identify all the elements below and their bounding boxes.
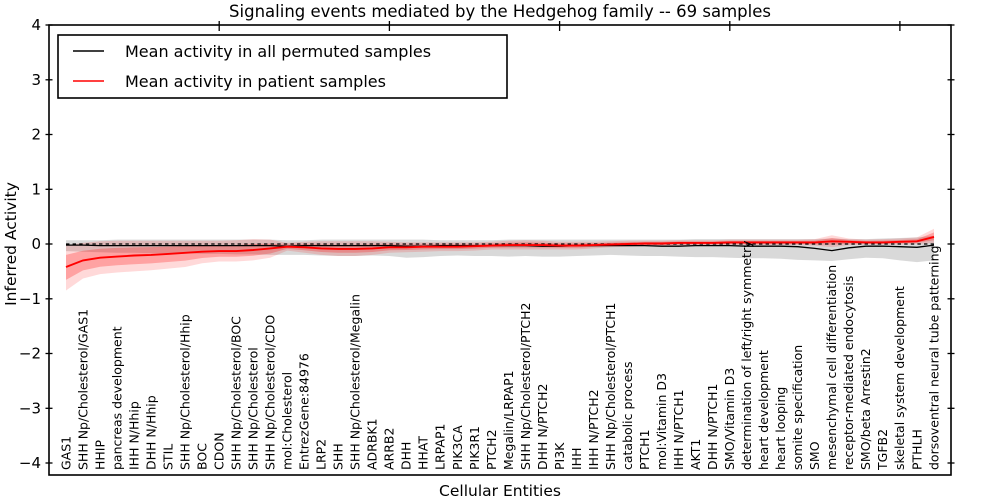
x-category-label: SHH Np/Cholesterol/GAS1	[75, 308, 91, 470]
x-category-label: IHH N/PTCH2	[585, 389, 601, 470]
x-category-label: determination of left/right symmetry	[739, 240, 755, 470]
y-tick-label: 2	[31, 125, 41, 144]
x-category-label: LRPAP1	[432, 423, 448, 470]
x-category-label: DHH N/PTCH2	[534, 383, 550, 470]
y-tick-label: 1	[31, 180, 41, 199]
x-category-label: SHH Np/Cholesterol/BOC	[228, 316, 244, 470]
y-tick-label: −2	[18, 344, 41, 363]
x-category-label: DHH N/PTCH1	[705, 383, 720, 470]
x-category-label: PTCH1	[637, 429, 652, 470]
x-category-label: ADRBK1	[364, 418, 380, 470]
x-category-label: receptor-mediated endocytosis	[841, 275, 857, 470]
x-category-label: SHH Np/Cholesterol/CDO	[262, 314, 278, 470]
x-category-label: PTCH2	[483, 429, 499, 470]
x-category-label: mol:Cholesterol	[279, 371, 295, 470]
x-category-label: Megalin/LRPAP1	[500, 370, 516, 470]
x-category-label: EntrezGene:84976	[296, 353, 312, 470]
x-category-label: SHH Np/Cholesterol	[245, 347, 261, 470]
x-category-label: skeletal system development	[892, 286, 908, 470]
legend	[58, 35, 507, 98]
x-category-label: PIK3CA	[449, 425, 465, 470]
x-category-label: SHH Np/Cholesterol/PTCH2	[517, 302, 533, 470]
x-category-label: PI3K	[551, 442, 567, 470]
x-category-label: TGFB2	[875, 428, 891, 470]
x-category-label: ARRB2	[381, 427, 397, 470]
x-category-label: CDON	[211, 432, 227, 470]
x-category-label: HHAT	[415, 435, 431, 470]
y-tick-label: −4	[18, 454, 41, 473]
x-category-label: mesenchymal cell differentiation	[824, 264, 840, 470]
x-category-label: SHH	[330, 443, 346, 470]
y-tick-label: 0	[31, 235, 41, 254]
y-tick-label: 4	[31, 16, 41, 35]
x-category-label: SMO/Vitamin D3	[722, 367, 738, 470]
x-category-label: pancreas development	[109, 326, 125, 470]
x-category-label: SMO/beta Arrestin2	[858, 348, 874, 470]
x-category-label: HHIP	[92, 439, 108, 470]
x-category-label: IHH N/Hhip	[126, 401, 142, 470]
x-category-label: IHH N/PTCH1	[671, 389, 686, 470]
y-tick-label: −1	[18, 289, 41, 308]
x-category-label: IHH	[568, 447, 584, 470]
legend-label-patient: Mean activity in patient samples	[125, 72, 386, 91]
x-category-label: mol:Vitamin D3	[654, 373, 669, 470]
x-category-label: LRP2	[313, 438, 329, 470]
x-category-label: heart development	[756, 350, 772, 470]
x-category-label: SHH Np/Cholesterol/PTCH1	[602, 302, 618, 470]
legend-label-permuted: Mean activity in all permuted samples	[125, 42, 432, 61]
x-category-label: SHH Np/Cholesterol/Hhip	[177, 314, 193, 470]
x-category-label: SMO	[807, 441, 823, 470]
y-tick-label: 3	[31, 70, 41, 89]
x-axis-label: Cellular Entities	[439, 482, 561, 500]
x-category-label: GAS1	[58, 435, 74, 470]
x-category-label: heart looping	[773, 386, 789, 470]
x-category-label: PIK3R1	[466, 425, 482, 470]
x-category-label: STIL	[160, 443, 176, 470]
x-category-label: SHH Np/Cholesterol/Megalin	[347, 294, 363, 470]
y-tick-label: −3	[18, 399, 41, 418]
x-category-label: PTHLH	[909, 429, 925, 470]
x-category-label: AKT1	[688, 438, 703, 470]
x-category-label: BOC	[194, 443, 210, 470]
y-axis-label: Inferred Activity	[2, 182, 20, 306]
x-category-label: catabolic process	[619, 361, 635, 470]
x-category-label: DHH N/Hhip	[143, 395, 159, 470]
x-category-label: somite specification	[790, 344, 806, 470]
x-category-label: DHH	[398, 441, 414, 470]
chart-title: Signaling events mediated by the Hedgehog family -- 69 samples	[229, 2, 771, 21]
x-category-label: dorsoventral neural tube patterning	[926, 245, 942, 470]
